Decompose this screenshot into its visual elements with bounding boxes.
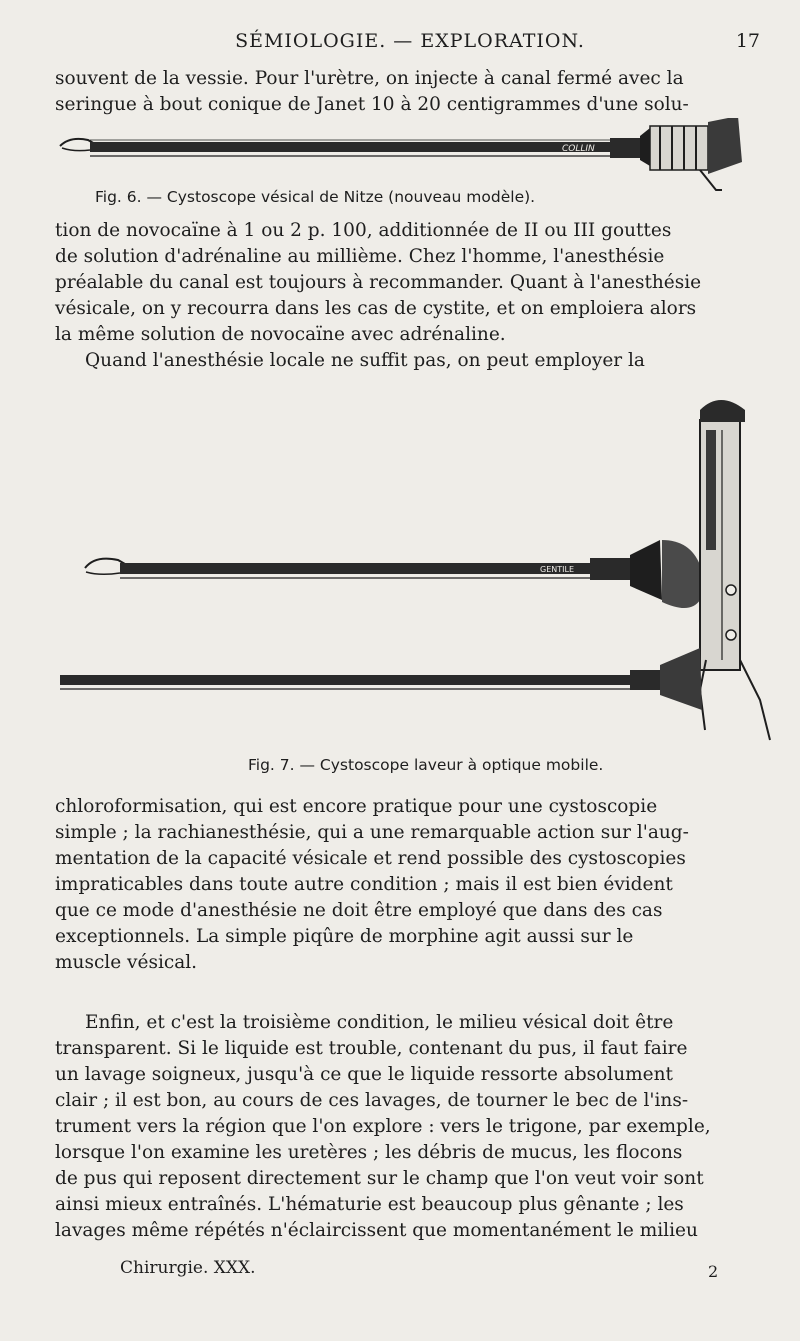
paragraph-4 xyxy=(55,1010,765,1244)
text-line: de pus qui reposent directement sur le champ que l'on veut voir sont xyxy=(55,1168,704,1189)
text-line: Quand l'anesthésie locale ne suffit pas, on peut employer la xyxy=(85,350,645,371)
text-line: Enfin, et c'est la troisième condition, le milieu vésical doit être xyxy=(85,1012,674,1033)
text-line: un lavage soigneux, jusqu'à ce que le liquide ressorte absolument xyxy=(55,1064,673,1085)
text-line: ainsi mieux entraînés. L'hématurie est beaucoup plus gênante ; les xyxy=(55,1194,684,1215)
figure-6-engraving: COLLIN xyxy=(562,144,595,154)
text-line: trument vers la région que l'on explore : vers le trigone, par exemple, xyxy=(55,1116,711,1137)
figure-7-caption: Fig. 7. — Cystoscope laveur à optique mobile. xyxy=(248,756,604,774)
running-title: SÉMIOLOGIE. — EXPLORATION. xyxy=(235,30,585,52)
text-line: clair ; il est bon, au cours de ces lavages, de tourner le bec de l'ins- xyxy=(55,1090,689,1111)
text-line: simple ; la rachianesthésie, qui a une remarquable action sur l'aug- xyxy=(55,822,689,843)
text-line: de solution d'adrénaline au millième. Chez l'homme, l'anesthésie xyxy=(55,246,665,267)
paragraph-3 xyxy=(55,794,765,976)
text-line: tion de novocaïne à 1 ou 2 p. 100, additionnée de II ou III gouttes xyxy=(55,220,672,241)
signature-mark: 2 xyxy=(708,1262,719,1281)
text-line: exceptionnels. La simple piqûre de morphine agit aussi sur le xyxy=(55,926,634,947)
text-line: vésicale, on y recourra dans les cas de cystite, et on emploiera alors xyxy=(55,298,697,319)
text-line: souvent de la vessie. Pour l'urètre, on injecte à canal fermé avec la xyxy=(55,68,684,89)
text-line: chloroformisation, qui est encore pratique pour une cystoscopie xyxy=(55,796,658,817)
figure-7-engraving: GENTILE xyxy=(540,565,574,574)
text-line: la même solution de novocaïne avec adrénaline. xyxy=(55,324,506,345)
text-line: muscle vésical. xyxy=(55,952,198,973)
text-line: mentation de la capacité vésicale et rend possible des cystoscopies xyxy=(55,848,686,869)
text-line: seringue à bout conique de Janet 10 à 20 centigrammes d'une solu- xyxy=(55,94,689,115)
book-label: Chirurgie. XXX. xyxy=(120,1258,256,1278)
text-line: que ce mode d'anesthésie ne doit être employé que dans des cas xyxy=(55,900,663,921)
paragraph-1 xyxy=(55,66,765,118)
figure-6-caption: Fig. 6. — Cystoscope vésical de Nitze (nouveau modèle). xyxy=(95,188,536,206)
paragraph-2 xyxy=(55,218,765,374)
page-number: 17 xyxy=(735,30,760,52)
text-line: impraticables dans toute autre condition ; mais il est bien évident xyxy=(55,874,673,895)
text-line: lorsque l'on examine les uretères ; les débris de mucus, les flocons xyxy=(55,1142,683,1163)
figure-7-cystoscope-illustration xyxy=(0,390,800,750)
text-line: transparent. Si le liquide est trouble, contenant du pus, il faut faire xyxy=(55,1038,688,1059)
figure-6-cystoscope-illustration xyxy=(0,118,800,198)
running-header xyxy=(60,30,760,56)
text-line: lavages même répétés n'éclaircissent que momentanément le milieu xyxy=(55,1220,698,1241)
text-line: préalable du canal est toujours à recommander. Quant à l'anesthésie xyxy=(55,272,702,293)
